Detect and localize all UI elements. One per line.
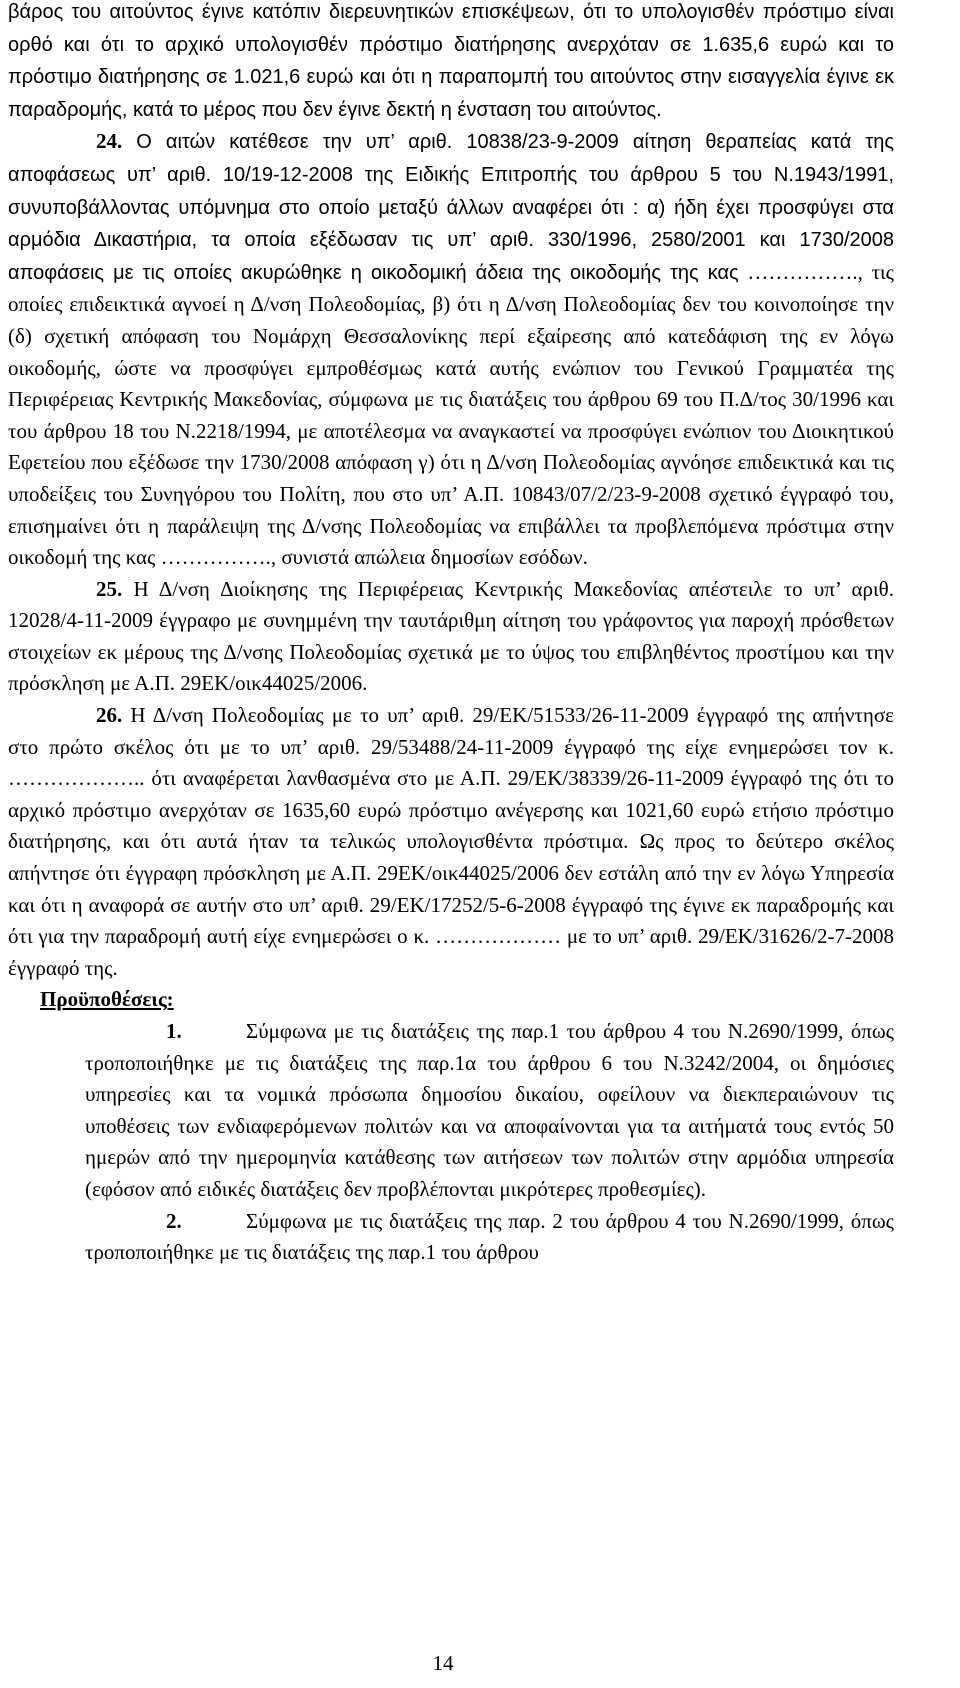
text-run: Η Δ/νση Πολεοδομίας με το υπ’ αριθ. 29/ΕΚ/51533/26-11-2009 έγγραφό της απήντησε στο πρώτο σκέλος ότι με το υπ’ αριθ. 29/53488/24-11-2009 έγγραφό της είχε ενημερώσει τον κ. ……………….. ότι αναφέρεται λανθασμένα στο με Α.Π. 29/ΕΚ/38339/26-11-2009 έγγραφό της ότι το αρχικό πρόστιμο ανερχόταν σε 1635,60 ευρώ πρόστιμο ανέγερσης και 1021,60 ευρώ ετήσιο πρόστιμο διατήρησης, και ότι αυτά ήταν τα τελικώς υπολογισθέντα πρόστιμα. Ως προς το δεύτερο σκέλος απήντησε ότι έγγραφη πρόσκληση με Α.Π. 29ΕΚ/οικ44025/2006 δεν εστάλη από την εν λόγω Υπηρεσία και ότι η αναφορά σε αυτήν στο υπ’ αριθ. 29/ΕΚ/17252/5-6-2008 έγγραφό της έγινε εκ παραδρομής και ότι για την παραδρομή αυτή είχε ενημερώσει ο κ. ……………… με το υπ’ αριθ. 29/ΕΚ/31626/2-7-2008 έγγραφό της. xyxy=(8,703,894,980)
list-item-number: 1. xyxy=(166,1019,182,1043)
list-item-text: Σύμφωνα με τις διατάξεις της παρ.1 του άρθρου 4 του Ν.2690/1999, όπως τροποποιήθηκε με τις διατάξεις της παρ.1α του άρθρου 6 του Ν.3242/2004, οι δημόσιες υπηρεσίες και τα νομικά πρόσωπα δημοσίου δικαίου, οφείλουν να διεκπεραιώνουν τις υποθέσεις των ενδιαφερόμενων πολιτών και να αποφαίνονται για τα αιτήματά τους εντός 50 ημερών από την ημερομηνία κατάθεσης των αιτήσεων των πολιτών στην αρμόδια υπηρεσία (εφόσον από ειδικές διατάξεις δεν προβλέπονται μικρότερες προθεσμίες). xyxy=(85,1019,894,1201)
paragraph-intro xyxy=(8,0,894,126)
text-run: 24. xyxy=(96,129,123,154)
list-item-number: 2. xyxy=(166,1208,182,1233)
text-run: Η Δ/νση Διοίκησης της Περιφέρειας Κεντρικής Μακεδονίας απέστειλε το υπ’ αριθ. 12028/4-11-2009 έγγραφο με συνημμένη την ταυτάριθμη αίτηση του γράφοντος για παροχή πρόσθετων στοιχείων εκ μέρους της Δ/νσης Πολεοδομίας σχετικά με το ύψος του επιβληθέντος προστίμου και την πρόσκληση με Α.Π. 29ΕΚ/οικ44025/2006. xyxy=(8,576,894,696)
section-heading: Προϋποθέσεις: xyxy=(40,987,174,1012)
paragraph-25 xyxy=(8,574,894,700)
text-run: 25. xyxy=(96,576,123,601)
list-item-1 xyxy=(8,1016,894,1206)
list-item-text: Σύμφωνα με τις διατάξεις της παρ. 2 του άρθρου 4 του Ν.2690/1999, όπως τροποποιήθηκε με τις διατάξεις της παρ.1 του άρθρου xyxy=(85,1208,894,1265)
text-run: 26. xyxy=(96,703,123,728)
paragraph-26 xyxy=(8,700,894,984)
list-item-2 xyxy=(8,1206,894,1269)
text-run: βάρος του αιτούντος έγινε κατόπιν διερευνητικών επισκέψεων, ότι το υπολογισθέν πρόστιμο είναι ορθό και ότι το αρχικό υπολογισθέν πρόστιμο διατήρησης ανερχόταν σε 1.635,6 ευρώ και το πρόστιμο διατήρησης σε 1.021,6 ευρώ και ότι η παραπομπή του αιτούντος στην εισαγγελία έγινε εκ παραδρομής, κατά το μέρος που δεν έγινε δεκτή η ένσταση του αιτούντος. xyxy=(8,1,894,121)
page-number: 14 xyxy=(432,1651,454,1675)
document-body xyxy=(8,0,894,1269)
paragraph-24 xyxy=(8,126,894,573)
text-run: Ο αιτών κατέθεσε την υπ’ αριθ. 10838/23-9-2009 αίτηση θεραπείας κατά της αποφάσεως υπ’ αριθ. 10/19-12-2008 της Ειδικής Επιτροπής του άρθρου 5 του Ν.1943/1991, συνυποβάλλοντας υπόμνημα στο οποίο μεταξύ άλλων αναφέρει ότι : α) ήδη έχει προσφύγει στα αρμόδια Δικαστήρια, τα οποία εξέδωσαν τις υπ’ αριθ. 330/1996, 2580/2001 και 1730/2008 αποφάσεις με τις οποίες ακυρώθηκε η οικοδομική άδεια της οικοδομής της κας xyxy=(8,131,894,284)
text-run: ……………., τις οποίες επιδεικτικά αγνοεί η Δ/νση Πολεοδομίας, β) ότι η Δ/νση Πολεοδομίας δεν του κοινοποίησε την (δ) σχετική απόφαση του Νομάρχη Θεσσαλονίκης περί εξαίρεσης από κατεδάφιση της εν λόγω οικοδομής, ώστε να προσφύγει εμπροθέσμως κατά αυτής ενώπιον του Γενικού Γραμματέα της Περιφέρειας Κεντρικής Μακεδονίας, σύμφωνα με τις διατάξεις του άρθρου 69 του Π.Δ/τος 30/1996 και του άρθρου 18 του Ν.2218/1994, με αποτέλεσμα να αναγκαστεί να προσφύγει ενώπιον του Διοικητικού Εφετείου που εξέδωσε την 1730/2008 απόφαση γ) ότι η Δ/νση Πολεοδομίας αγνόησε επιδεικτικά και τις υποδείξεις του Συνηγόρου του Πολίτη, που στο υπ’ Α.Π. 10843/07/2/23-9-2008 σχετικό έγγραφό του, επισημαίνει ότι η παράλειψη της Δ/νσης Πολεοδομίας να επιβάλλει τα προβλεπόμενα πρόστιμα στην οικοδομή της κας ……………., συνιστά απώλεια δημοσίων εσόδων. xyxy=(8,259,894,570)
